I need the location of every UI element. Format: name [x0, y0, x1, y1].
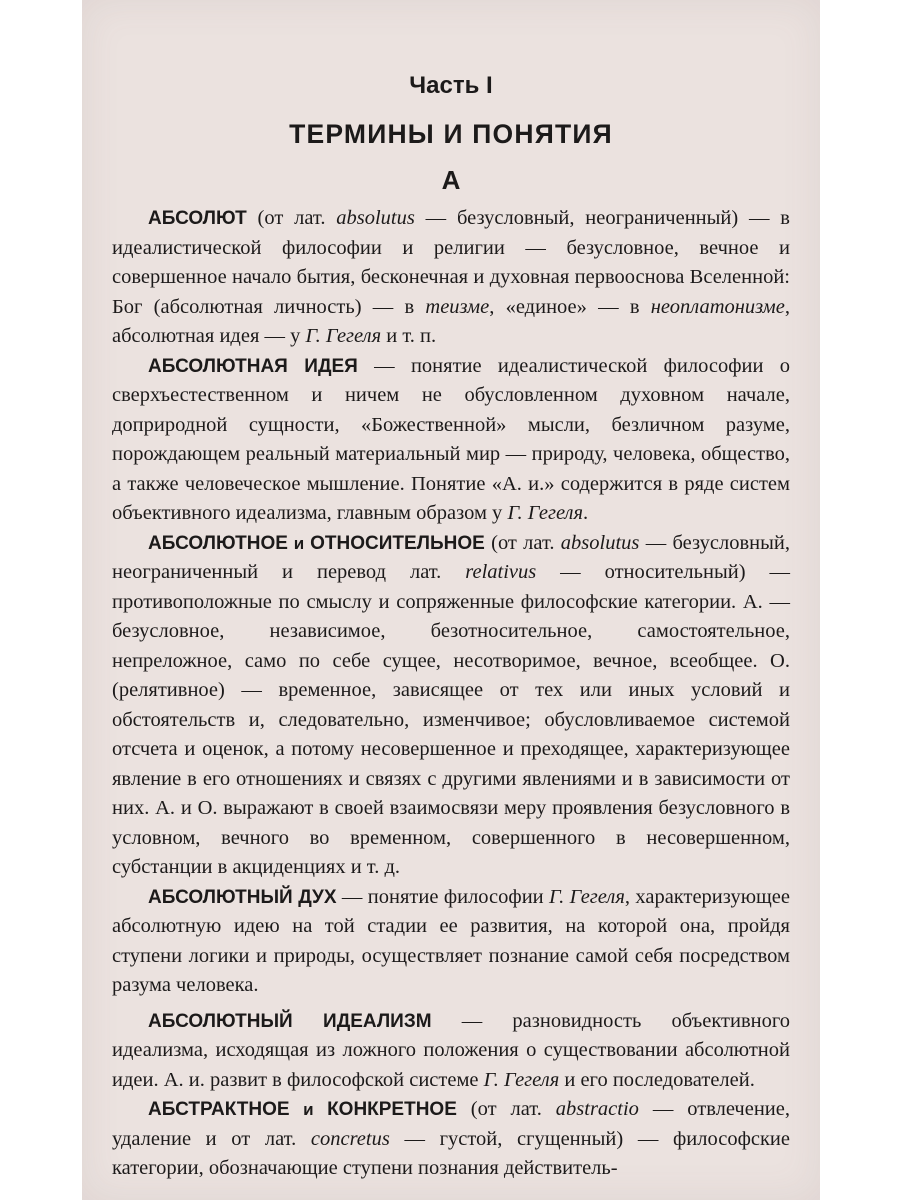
entry-abstraktnoe-i-konkretnoe: [112, 1095, 790, 1184]
term: АБСТРАКТНОЕ: [148, 1099, 290, 1120]
term-second: ОТНОСИТЕЛЬНОЕ: [310, 532, 485, 554]
entry-absolyutnaya-ideya: [112, 352, 790, 529]
text-run: (от лат.: [246, 207, 337, 229]
text-run: — понятие философии: [336, 885, 550, 908]
part-title: Часть I: [409, 72, 493, 99]
italic-phrase: relativus: [465, 561, 537, 583]
italic-phrase: absolutus: [560, 531, 640, 554]
term-second: КОНКРЕТНОЕ: [327, 1099, 457, 1120]
text-run: , абсолютная идея — у: [112, 295, 790, 347]
text-run: — понятие идеалистической философии о сверхъестественном и ничем не обусловленном духовном начале, доприродной сущности, «Божественной» мысли, безличном разуме, порождающем реальный материальный мир — природу, человека, общество, а также человеческое мышление. Понятие «А. и.» содержится в ряде систем объективного идеализма, главным образом у: [112, 354, 790, 524]
italic-phrase: absolutus: [336, 207, 415, 229]
entry-absolyutnyy-dukh: [112, 883, 790, 1001]
text-run: (от лат.: [484, 531, 561, 554]
text-run: (от лат.: [456, 1098, 556, 1120]
text-run: — густой, сгущенный) — философские категории, обозначающие ступени познания действитель-: [112, 1127, 790, 1179]
italic-phrase: Г. Гегеля: [549, 885, 625, 908]
text-run: и т. п.: [381, 325, 437, 347]
term-conjunction: и: [287, 533, 311, 553]
text-run: — разновидность объективного идеализма, исходящая из ложного положения о существовании абсолютной идеи. А. и. развит в философской системе: [112, 1009, 790, 1091]
entry-absolyut: [112, 204, 790, 352]
text-run: — безусловный, неограниченный) — в идеалистической философии и религии — безусловное, вечное и совершенное начало бытия, бесконечная и духовная первооснова Вселенной: Бог (абсолютная личность) — в: [112, 207, 790, 318]
italic-phrase: concretus: [310, 1127, 390, 1150]
text-run: , «единое» — в: [489, 295, 651, 318]
text-run: — отвлечение, удаление и от лат.: [112, 1098, 791, 1150]
italic-phrase: abstractio: [555, 1098, 639, 1120]
text-run: , характеризующее абсолютную идею на той стадии ее развития, на которой она, пройдя ступени логики и природы, осуществляет познание самой себя посредством разума человека.: [112, 885, 790, 996]
term-conjunction: и: [289, 1100, 328, 1119]
term: АБСОЛЮТНАЯ ИДЕЯ: [148, 355, 358, 377]
entry-absolyutnoe-i-otnositelnoe: [112, 529, 790, 883]
page-content: [112, 66, 790, 1184]
term: АБСОЛЮТНЫЙ ДУХ: [148, 886, 337, 908]
text-run: .: [583, 502, 589, 524]
section-title: ТЕРМИНЫ И ПОНЯТИЯ: [289, 119, 613, 149]
term: АБСОЛЮТНОЕ: [148, 532, 288, 554]
term: АБСОЛЮТ: [148, 208, 247, 229]
letter-heading: А: [441, 165, 461, 195]
text-run: — безусловный, неограниченный и перевод лат.: [112, 531, 790, 583]
entry-absolyutnyy-idealizm: [112, 1007, 790, 1096]
text-run: и его последователей.: [559, 1068, 755, 1091]
definition: [112, 355, 790, 525]
italic-phrase: Г. Гегеля: [483, 1068, 560, 1091]
definition: [112, 532, 790, 879]
text-run: — относительный) — противоположные по смыслу и сопряженные философские категории. А. — безусловное, независимое, безотносительное, самостоятельное, непреложное, само по себе сущее, несотворимое, вечное, всеобщее. О. (релятивное) — временное, зависящее от тех или иных условий и обстоятельств и, следовательно, изменчивое; обусловливаемое системой отсчета и оценок, а потому несовершенное и преходящее, характеризующее явление в его отношениях и связях с другими явлениями и в зависимости от них. А. и О. выражают в своей взаимосвязи меру проявления безусловного в условном, вечного во временном, совершенного в несовершенном, субстанции в акциденциях и т. д.: [112, 561, 790, 878]
italic-phrase: Г. Гегеля: [507, 502, 584, 524]
term: АБСОЛЮТНЫЙ ИДЕАЛИЗМ: [148, 1010, 432, 1032]
italic-phrase: неоплатонизме: [650, 295, 785, 318]
italic-phrase: теизме: [425, 295, 490, 318]
italic-phrase: Г. Гегеля: [305, 325, 382, 347]
